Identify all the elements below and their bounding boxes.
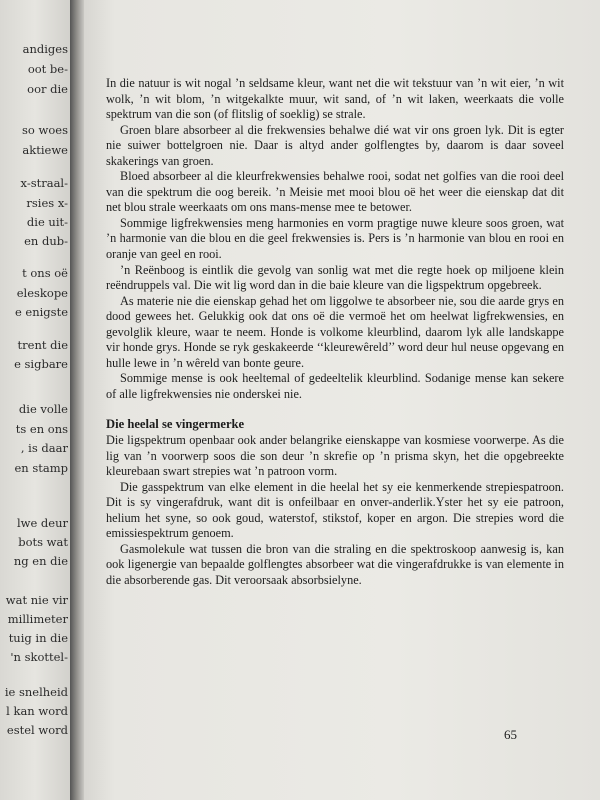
left-page-fragment: millimeter	[7, 612, 68, 626]
left-page-fragment: rsies x-	[26, 196, 68, 210]
paragraph: Sommige mense is ook heeltemal of gedeeltelik kleurblind. Sodanige mense kan sekere of alle ligfrekwensies nie onderskei nie.	[106, 371, 564, 401]
left-page	[0, 0, 70, 800]
paragraph: Groen blare absorbeer al die frekwensies behalwe dié wat vir ons groen lyk. Dit is egter nie suiwer bottelgroen nie. Daar is altyd ander golflengtes by, daarom is daar soveel skakerings van groen.	[106, 122, 564, 168]
left-page-fragment: e sigbare	[14, 357, 68, 371]
book-gutter	[70, 0, 84, 800]
left-page-fragment: oor die	[27, 82, 68, 96]
right-page	[84, 0, 600, 800]
page-number: 65	[504, 727, 517, 742]
left-page-fragment: so woes	[22, 123, 68, 137]
left-page-fragment: eleskope	[16, 286, 68, 300]
paragraph: Die gasspektrum van elke element in die heelal het sy eie kenmerkende strepiespatroon. Dit is sy vingerafdruk, want dit is onfeilbaar en onver-anderlik.Yster het sy eie patroon, helium het syne, so ook goud, waterstof, stikstof, koper en argon. Die strepies word die emissiespektrum genoem.	[106, 479, 564, 541]
paragraph: Gasmolekule wat tussen die bron van die straling en die spektroskoop aanwesig is, kan ook ligenergie van bepaalde golflengtes absorbeer wat die vingerafdrukke is van elemente in die absorberende gas. Dit veroorsaak absorbsielyne.	[106, 541, 564, 587]
paragraph: In die natuur is wit nogal ’n seldsame kleur, want net die wit tekstuur van ’n wit eier, ’n wit wolk, ’n wit blom, ’n witgekalkte muur, wit sand, of ’n wit laken, weerkaats die volle spektrum van die son (of flitslig of soeklig) se strale.	[106, 76, 564, 122]
paragraph: ’n Reënboog is eintlik die gevolg van sonlig wat met die regte hoek op miljoene klein reëndruppels val. Die wit lig word dan in die baie kleure van die ligspektrum opgebreek.	[106, 262, 564, 293]
body-text	[106, 76, 564, 589]
left-page-fragment: en dub-	[24, 234, 68, 248]
left-page-fragment: en stamp	[14, 461, 68, 475]
left-page-fragment: aktiewe	[22, 143, 68, 157]
left-page-fragment: die volle	[18, 402, 68, 416]
left-page-fragment: , is daar	[20, 441, 68, 455]
left-page-fragment: die uit-	[26, 215, 68, 229]
left-page-fragment: ts en ons	[15, 422, 68, 436]
paragraph: Bloed absorbeer al die kleurfrekwensies behalwe rooi, sodat net golfies van die rooi deel van die spektrum die oog bereik. ’n Meisie met mooi blou oë het weer die eienskap dat dit net blou strale weerkaats om ons mans-mense mee te betower.	[106, 169, 564, 215]
left-page-fragment: lwe deur	[16, 516, 68, 530]
left-page-fragment: t ons oë	[22, 266, 68, 280]
left-page-fragment: e enigste	[14, 305, 68, 319]
left-page-fragment: oot be-	[27, 62, 68, 76]
paragraph: Sommige ligfrekwensies meng harmonies en vorm pragtige nuwe kleure soos groen, wat ’n harmonie van die blou en die geel frekwensies is. Pers is ’n harmonie van blou en rooi en oranje van geel en rooi.	[106, 215, 564, 262]
paragraph: Die ligspektrum openbaar ook ander belangrike eienskappe van kosmiese voorwerpe. As die lig van ’n voorwerp soos die son deur ’n skrefie op ’n prisma skyn, het die opgebreekte kleurebaan swart strepies wat ’n patroon vorm.	[106, 433, 564, 479]
left-page-fragment: trent die	[17, 338, 68, 352]
left-page-fragment: estel word	[6, 723, 68, 737]
left-page-fragment: bots wat	[18, 535, 68, 549]
left-page-fragment: andiges	[22, 42, 68, 56]
left-page-fragment: wat nie vir	[5, 593, 68, 607]
left-page-fragment: ie snelheid	[4, 685, 68, 699]
left-page-fragment: ng en die	[13, 554, 68, 568]
left-page-fragment: 'n skottel-	[10, 650, 68, 664]
left-page-fragment: l kan word	[6, 704, 68, 718]
left-page-fragment: x-straal-	[20, 176, 68, 190]
left-page-fragment: tuig in die	[8, 631, 68, 645]
section-heading: Die heelal se vingermerke	[106, 417, 245, 432]
paragraph: As materie nie die eienskap gehad het om liggolwe te absorbeer nie, sou die aarde grys en dood gewees het. Gelukkig ook dat ons oë die vermoë het om heelwat ligfrekwensies, en gevolglik kleure, waar te neem. Honde is volkome kleurblind, daarom lyk alle landskappe vir honde grys. Honde se ryk geskakeerde ‘‘kleurewêreld’’ word deur hul neuse opgevang en hulle lewe in ’n wêreld van bonte geure.	[106, 293, 564, 370]
